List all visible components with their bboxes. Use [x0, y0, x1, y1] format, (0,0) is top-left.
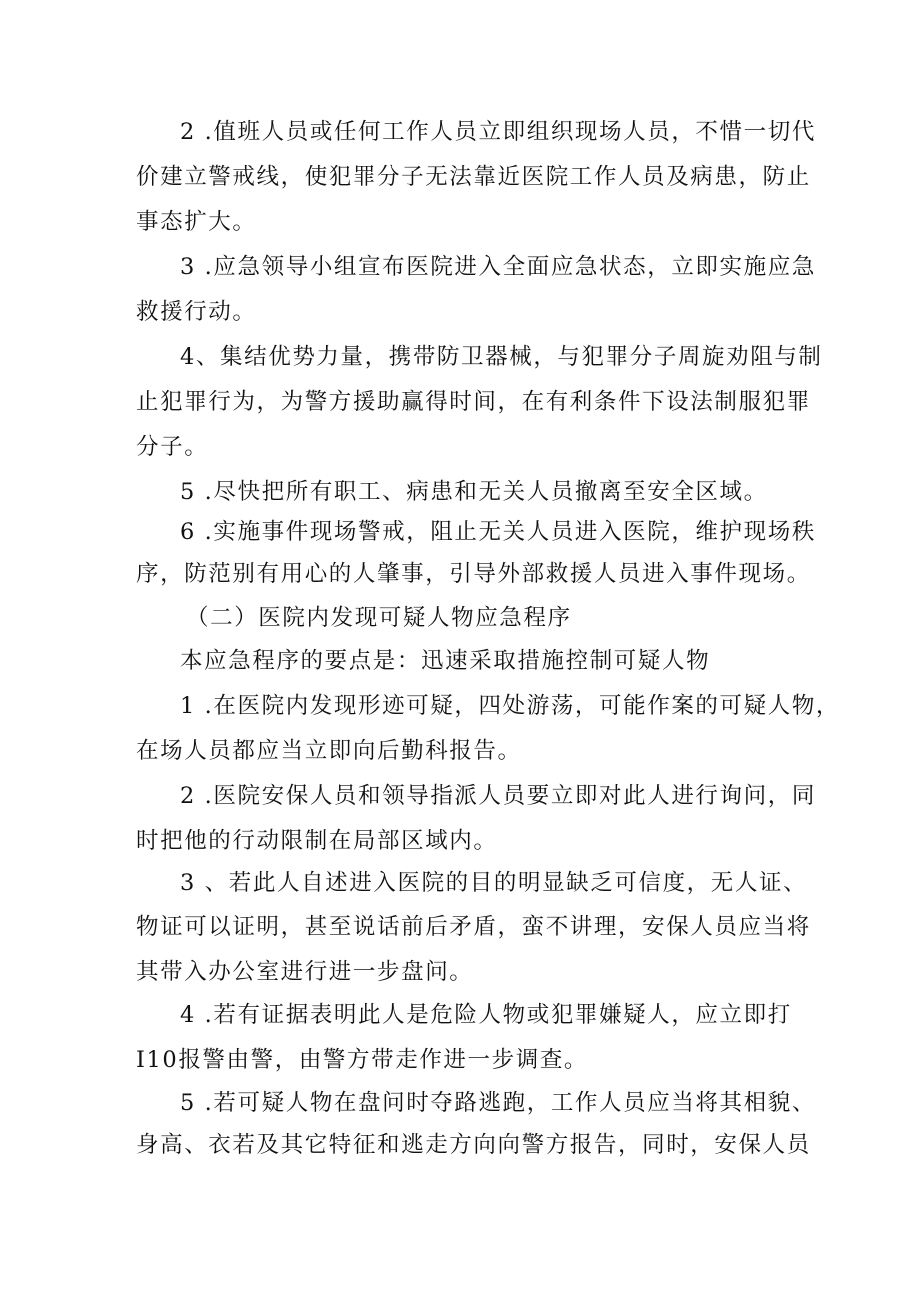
- text-line: 止犯罪行为，为警方援助赢得时间，在有利条件下设法制服犯罪: [136, 389, 811, 415]
- text-line: 序，防范别有用心的人肇事，引导外部救援人员进入事件现场。: [136, 561, 811, 587]
- text-line: 本应急程序的要点是：迅速采取措施控制可疑人物: [180, 648, 711, 674]
- text-line: 物证可以证明，甚至说话前后矛盾，蛮不讲理，安保人员应当将: [136, 914, 811, 940]
- text-line: 分子。: [136, 434, 209, 460]
- text-line: 救援行动。: [136, 299, 257, 325]
- text-line: 2 .值班人员或任何工作人员立即组织现场人员，不惜一切代: [180, 119, 816, 145]
- text-line: 5 .尽快把所有职工、病患和无关人员撤离至安全区域。: [180, 479, 768, 505]
- text-line: 5 .若可疑人物在盘问时夺路逃跑，工作人员应当将其相貌、: [180, 1090, 816, 1116]
- text-line: 4 .若有证据表明此人是危险人物或犯罪嫌疑人，应立即打: [180, 1002, 792, 1028]
- text-line: 1 .在医院内发现形迹可疑，四处游荡，可能作案的可疑人物，: [180, 693, 841, 719]
- text-line: 事态扩大。: [136, 209, 257, 235]
- text-line: 其带入办公室进行进一步盘问。: [136, 959, 474, 985]
- text-line: 4、集结优势力量，携带防卫器械，与犯罪分子周旋劝阻与制: [180, 344, 823, 370]
- text-line: 身高、衣若及其它特征和逃走方向向警方报告，同时，安保人员: [136, 1132, 811, 1158]
- section-heading: （二）医院内发现可疑人物应急程序: [186, 605, 572, 631]
- text-line: I10报警由警，由警方带走作进一步调查。: [136, 1047, 589, 1073]
- text-line: 在场人员都应当立即向后勤科报告。: [136, 738, 522, 764]
- text-line: 6 .实施事件现场警戒，阻止无关人员进入医院，维护现场秩: [180, 519, 816, 545]
- text-line: 2 .医院安保人员和领导指派人员要立即对此人进行询问，同: [180, 783, 816, 809]
- text-line: 3 .应急领导小组宣布医院进入全面应急状态，立即实施应急: [180, 254, 816, 280]
- text-line: 时把他的行动限制在局部区域内。: [136, 828, 498, 854]
- text-line: 3 、若此人自述进入医院的目的明显缺乏可信度，无人证、: [180, 870, 808, 896]
- text-line: 价建立警戒线，使犯罪分子无法靠近医院工作人员及病患，防止: [136, 164, 811, 190]
